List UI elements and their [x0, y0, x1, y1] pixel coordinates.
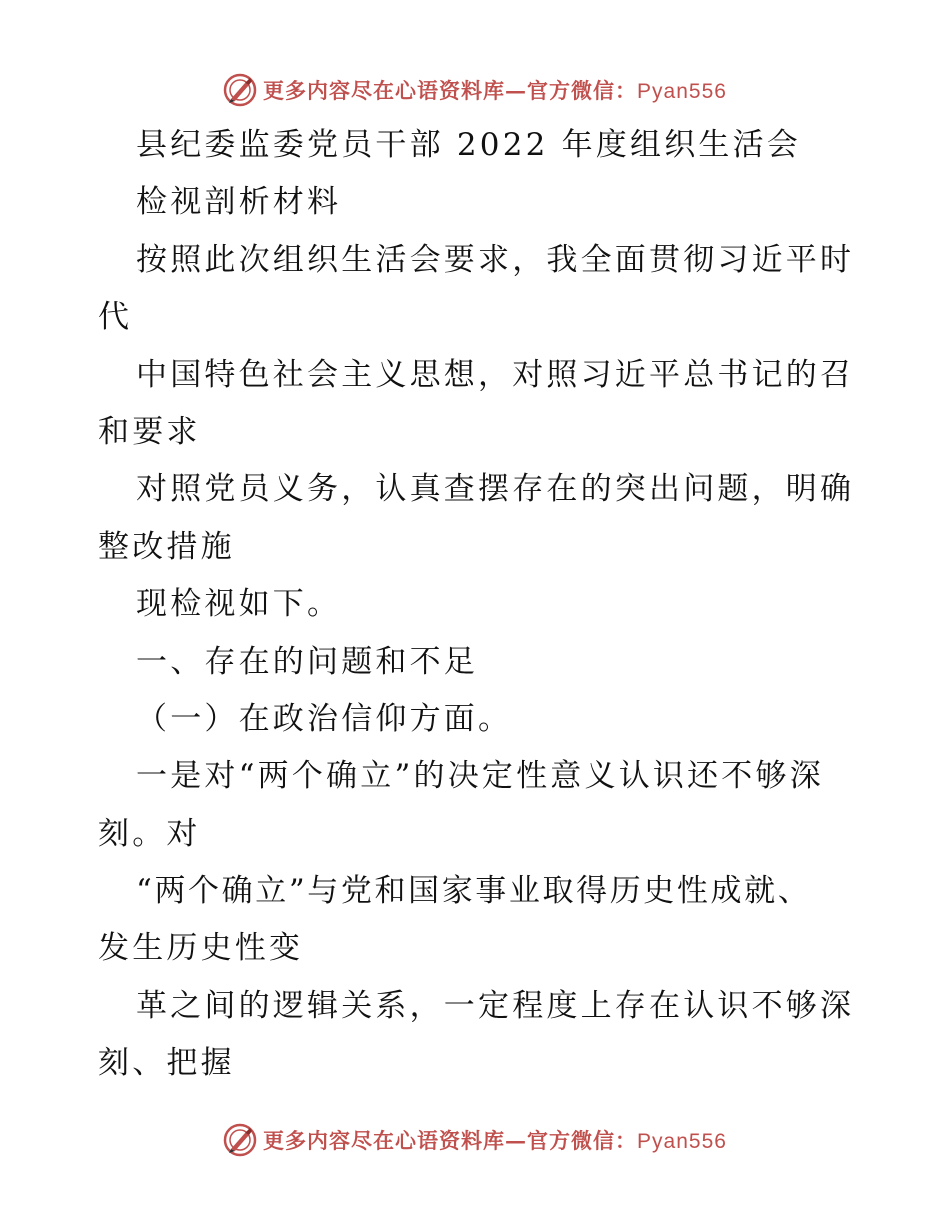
paragraph-line: 按照此次组织生活会要求，我全面贯彻习近平时 — [136, 241, 855, 278]
watermark-label: 更多内容尽在心语资料库—官方微信： — [263, 78, 638, 103]
paragraph-line: 现检视如下。 — [136, 586, 342, 623]
paragraph-line: 整改措施 — [98, 528, 235, 565]
paragraph-line: 对照党员义务，认真查摆存在的突出问题，明确 — [136, 471, 855, 508]
document-title-line-1: 县纪委监委党员干部 2022 年度组织生活会 — [136, 127, 801, 163]
paragraph-line: 一是对“两个确立”的决定性意义认识还不够深 — [136, 758, 824, 795]
paragraph-line: 中国特色社会主义思想，对照习近平总书记的召 — [136, 356, 855, 393]
watermark-banner-top — [0, 70, 950, 110]
watermark-banner-bottom — [0, 1120, 950, 1160]
section-heading: 一、存在的问题和不足 — [136, 643, 478, 680]
paragraph-line: 刻、把握 — [98, 1045, 235, 1082]
pen-logo-icon — [223, 1123, 257, 1157]
paragraph-line: 和要求 — [98, 413, 201, 450]
watermark-text — [263, 1125, 727, 1155]
paragraph-line: 刻。对 — [98, 815, 201, 852]
document-body — [98, 117, 858, 1093]
watermark-text — [263, 75, 727, 105]
watermark-label: 更多内容尽在心语资料库—官方微信： — [263, 1128, 638, 1153]
watermark-contact: Pyan556 — [637, 80, 727, 103]
watermark-contact: Pyan556 — [637, 1130, 727, 1153]
pen-logo-icon — [223, 73, 257, 107]
paragraph-line: “两个确立”与党和国家事业取得历史性成就、 — [136, 873, 812, 910]
paragraph-line: 革之间的逻辑关系，一定程度上存在认识不够深 — [136, 987, 855, 1024]
document-title-line-2: 检视剖析材料 — [136, 184, 342, 221]
paragraph-line: 发生历史性变 — [98, 930, 304, 967]
paragraph-line: 代 — [98, 299, 133, 336]
subsection-heading: （一）在政治信仰方面。 — [136, 700, 513, 737]
